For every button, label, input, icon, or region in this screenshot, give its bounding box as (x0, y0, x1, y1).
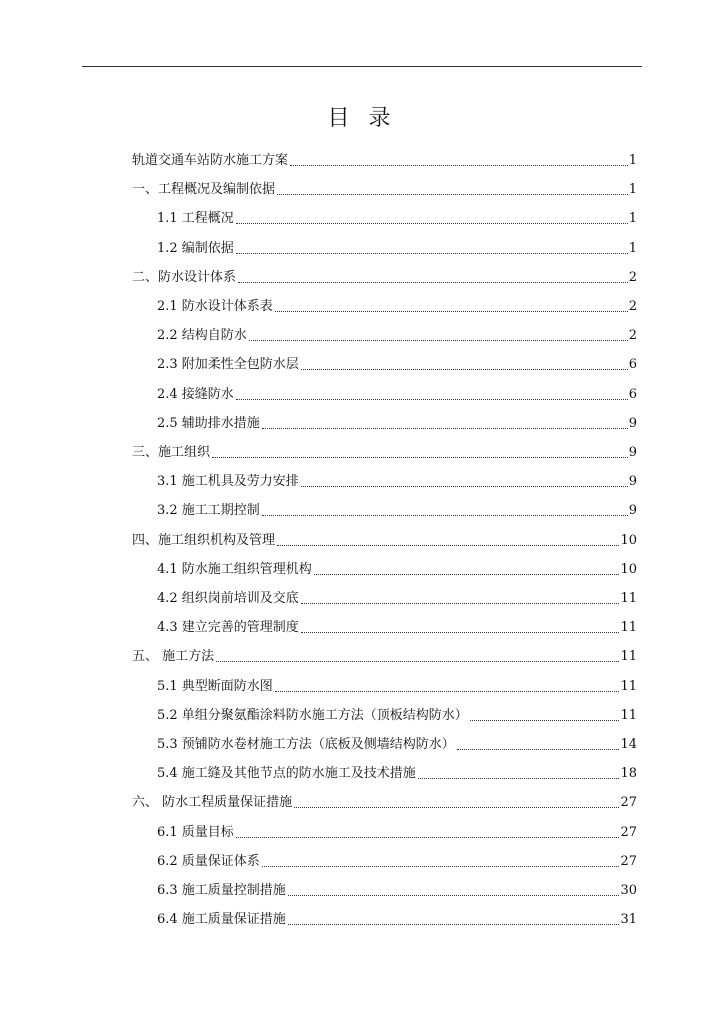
toc-entry-label: 4.3 建立完善的管理制度 (157, 620, 299, 636)
toc-entry-label: 1.2 编制依据 (157, 240, 234, 256)
page-title: 目 录 (327, 106, 397, 131)
dot-leader (301, 486, 628, 487)
dot-leader (236, 223, 628, 224)
dot-leader (301, 603, 620, 604)
dot-leader (238, 282, 628, 283)
toc-entry-page: 2 (628, 299, 637, 314)
dot-leader (275, 311, 628, 312)
toc-entry-label: 1.1 工程概况 (157, 211, 234, 227)
toc-entry[interactable] (157, 878, 637, 900)
toc-entry[interactable] (157, 586, 637, 608)
dot-leader (249, 340, 628, 341)
toc-entry-label: 4.2 组织岗前培训及交底 (157, 591, 299, 606)
toc-entry[interactable] (157, 820, 637, 842)
toc-entry-page: 18 (620, 766, 637, 782)
toc-entry-page: 6 (628, 357, 637, 373)
toc-entry[interactable] (132, 440, 637, 462)
toc-entry[interactable] (157, 323, 637, 345)
toc-entry[interactable] (157, 206, 637, 228)
toc-entry[interactable] (157, 674, 637, 696)
dot-leader (275, 691, 620, 692)
toc-entry-label: 2.4 接缝防水 (157, 386, 234, 402)
dot-leader (288, 924, 620, 925)
toc-entry-label: 3.1 施工机具及劳力安排 (157, 474, 299, 490)
toc-entry-label: 6.3 施工质量控制措施 (157, 883, 286, 898)
toc-entry-page: 10 (620, 561, 637, 577)
toc-entry-label: 2.5 辅助排水措施 (157, 415, 260, 431)
toc-entry[interactable] (157, 294, 637, 316)
dot-leader (457, 749, 620, 750)
toc-entry-page: 11 (620, 678, 637, 694)
dot-leader (262, 428, 628, 429)
dot-leader (301, 632, 620, 633)
toc-entry[interactable] (132, 644, 637, 666)
toc-entry-page: 27 (620, 795, 637, 811)
toc-entry-label: 2.2 结构自防水 (157, 328, 247, 344)
toc-entry[interactable] (157, 469, 637, 491)
toc-entry-label: 二、防水设计体系 (132, 269, 237, 285)
toc-entry[interactable] (157, 732, 637, 754)
toc-entry-page: 11 (620, 707, 637, 723)
toc-entry-page: 27 (620, 853, 637, 869)
toc-entry-page: 9 (628, 445, 637, 460)
toc-entry-page: 1 (628, 240, 637, 256)
dot-leader (290, 165, 628, 166)
toc-entry-label: 3.2 施工工期控制 (157, 503, 260, 519)
toc-entry-page: 11 (620, 591, 637, 606)
toc-entry-label: 4.1 防水施工组织管理机构 (157, 561, 312, 577)
dot-leader (314, 574, 620, 575)
toc-entry-label: 5.3 预铺防水卷材施工方法（底板及侧墙结构防水） (157, 737, 455, 752)
toc-entry-page: 14 (620, 737, 637, 752)
dot-leader (288, 895, 620, 896)
toc-entry-label: 三、施工组织 (132, 445, 211, 460)
toc-entry[interactable] (157, 849, 637, 871)
toc-entry-label: 6.4 施工质量保证措施 (157, 912, 286, 928)
toc-entry-page: 1 (628, 211, 637, 227)
header-rule (82, 66, 642, 67)
toc-entry-page: 27 (620, 824, 637, 840)
toc-entry-page: 9 (628, 415, 637, 431)
toc-entry[interactable] (132, 148, 637, 170)
dot-leader (236, 837, 620, 838)
toc-entry-label: 轨道交通车站防水施工方案 (132, 153, 289, 168)
toc-entry-label: 5.2 单组分聚氨酯涂料防水施工方法（顶板结构防水） (157, 707, 468, 723)
dot-leader (216, 661, 619, 662)
toc-entry-label: 四、施工组织机构及管理 (132, 532, 276, 548)
toc-entry-page: 11 (620, 620, 637, 636)
toc-entry-label: 2.3 附加柔性全包防水层 (157, 357, 299, 373)
toc-entry-label: 6.1 质量目标 (157, 824, 234, 840)
toc-entry-page: 2 (628, 269, 637, 285)
toc-entry-label: 一、工程概况及编制依据 (132, 182, 276, 198)
toc-entry-label: 6.2 质量保证体系 (157, 853, 260, 869)
toc-entry-page: 30 (620, 883, 637, 898)
toc-entry[interactable] (157, 352, 637, 374)
dot-leader (301, 369, 628, 370)
dot-leader (277, 194, 628, 195)
toc-entry-label: 六、 防水工程质量保证措施 (132, 795, 293, 811)
toc-entry[interactable] (157, 615, 637, 637)
toc-entry-page: 1 (628, 153, 637, 168)
toc-entry[interactable] (132, 528, 637, 550)
toc-entry[interactable] (157, 382, 637, 404)
toc-entry[interactable] (157, 411, 637, 433)
toc-entry[interactable] (157, 703, 637, 725)
dot-leader (262, 515, 628, 516)
toc-entry-page: 9 (628, 474, 637, 490)
dot-leader (236, 399, 628, 400)
toc-entry-label: 5.1 典型断面防水图 (157, 678, 273, 694)
toc-entry-page: 1 (628, 182, 637, 198)
toc-entry-page: 9 (628, 503, 637, 519)
toc-entry[interactable] (157, 907, 637, 929)
toc-entry-page: 2 (628, 328, 637, 344)
toc-entry-page: 31 (620, 912, 637, 928)
dot-leader (212, 457, 628, 458)
toc-entry[interactable] (157, 761, 637, 783)
toc-entry-label: 5.4 施工缝及其他节点的防水施工及技术措施 (157, 766, 416, 782)
toc-entry[interactable] (157, 498, 637, 520)
toc-entry-page: 6 (628, 386, 637, 402)
dot-leader (262, 866, 620, 867)
toc-entry[interactable] (157, 557, 637, 579)
toc-entry[interactable] (157, 236, 637, 258)
toc-entry-label: 2.1 防水设计体系表 (157, 299, 273, 314)
toc-entry[interactable] (132, 265, 637, 287)
toc-entry-page: 11 (620, 649, 637, 665)
dot-leader (418, 778, 620, 779)
toc-entry-label: 五、 施工方法 (132, 649, 215, 665)
dot-leader (277, 545, 619, 546)
dot-leader (294, 807, 619, 808)
dot-leader (470, 720, 620, 721)
dot-leader (236, 253, 628, 254)
toc-entry[interactable] (132, 790, 637, 812)
toc-entry-page: 10 (620, 532, 637, 548)
toc-entry[interactable] (132, 177, 637, 199)
